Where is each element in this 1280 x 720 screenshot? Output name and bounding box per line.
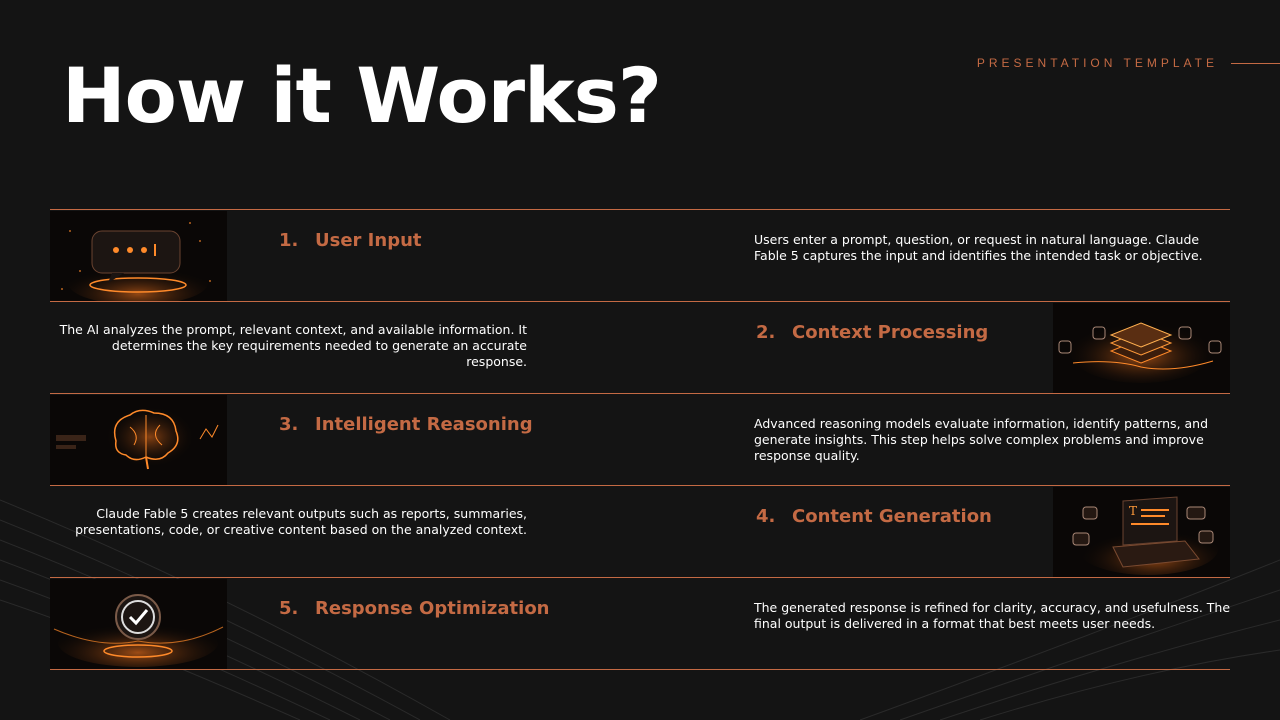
step-row-1: [50, 209, 1230, 301]
step-1-title: [279, 230, 422, 251]
step-2-description: The AI analyzes the prompt, relevant context, and available information. It determines the key requirements needed to generate an accurate response.: [59, 322, 527, 369]
step-4-label: Content Generation: [792, 506, 992, 527]
check-badge-icon: [50, 579, 227, 669]
step-1-description: Users enter a prompt, question, or request in natural language. Claude Fable 5 captures the input and identifies the intended task or objective.: [754, 232, 1203, 263]
step-2-number: 2.: [756, 322, 776, 343]
brain-icon: [50, 395, 227, 485]
step-4-number: 4.: [756, 506, 776, 527]
step-2-label: Context Processing: [792, 322, 989, 343]
step-2-title: [756, 322, 988, 343]
svg-text:T: T: [1129, 504, 1138, 518]
step-row-5: [50, 577, 1230, 670]
step-3-description: Advanced reasoning models evaluate information, identify patterns, and generate insights. This step helps solve complex problems and improve response quality.: [754, 416, 1209, 463]
step-row-2: [50, 301, 1230, 393]
step-3-number: 3.: [279, 414, 299, 435]
step-3-label: Intelligent Reasoning: [315, 414, 533, 435]
step-5-number: 5.: [279, 598, 299, 619]
presentation-tag: PRESENTATION TEMPLATE: [976, 56, 1218, 70]
step-4-description: Claude Fable 5 creates relevant outputs such as reports, summaries, presentations, code, or creative content based on the analyzed context.: [75, 506, 527, 537]
step-4-image: [1053, 487, 1230, 577]
step-row-3: [50, 393, 1230, 485]
step-row-4: [50, 485, 1230, 577]
step-1-number: 1.: [279, 230, 299, 251]
step-5-image: [50, 579, 227, 669]
step-4-title: [756, 506, 992, 527]
step-2-image: [1053, 303, 1230, 393]
step-5-label: Response Optimization: [315, 598, 550, 619]
step-1-label: User Input: [315, 230, 422, 251]
step-3-image: [50, 395, 227, 485]
laptop-icon: [1053, 487, 1230, 577]
layered-chip-icon: [1053, 303, 1230, 393]
step-5-title: [279, 598, 550, 619]
tag-divider: [1231, 63, 1280, 64]
steps-list: [50, 209, 1230, 670]
step-3-title: [279, 414, 533, 435]
step-5-description: The generated response is refined for clarity, accuracy, and usefulness. The final output is delivered in a format that best meets user needs.: [754, 600, 1231, 631]
step-1-image: [50, 211, 227, 301]
chat-bubble-icon: [50, 211, 227, 301]
page-title: How it Works?: [62, 51, 662, 140]
